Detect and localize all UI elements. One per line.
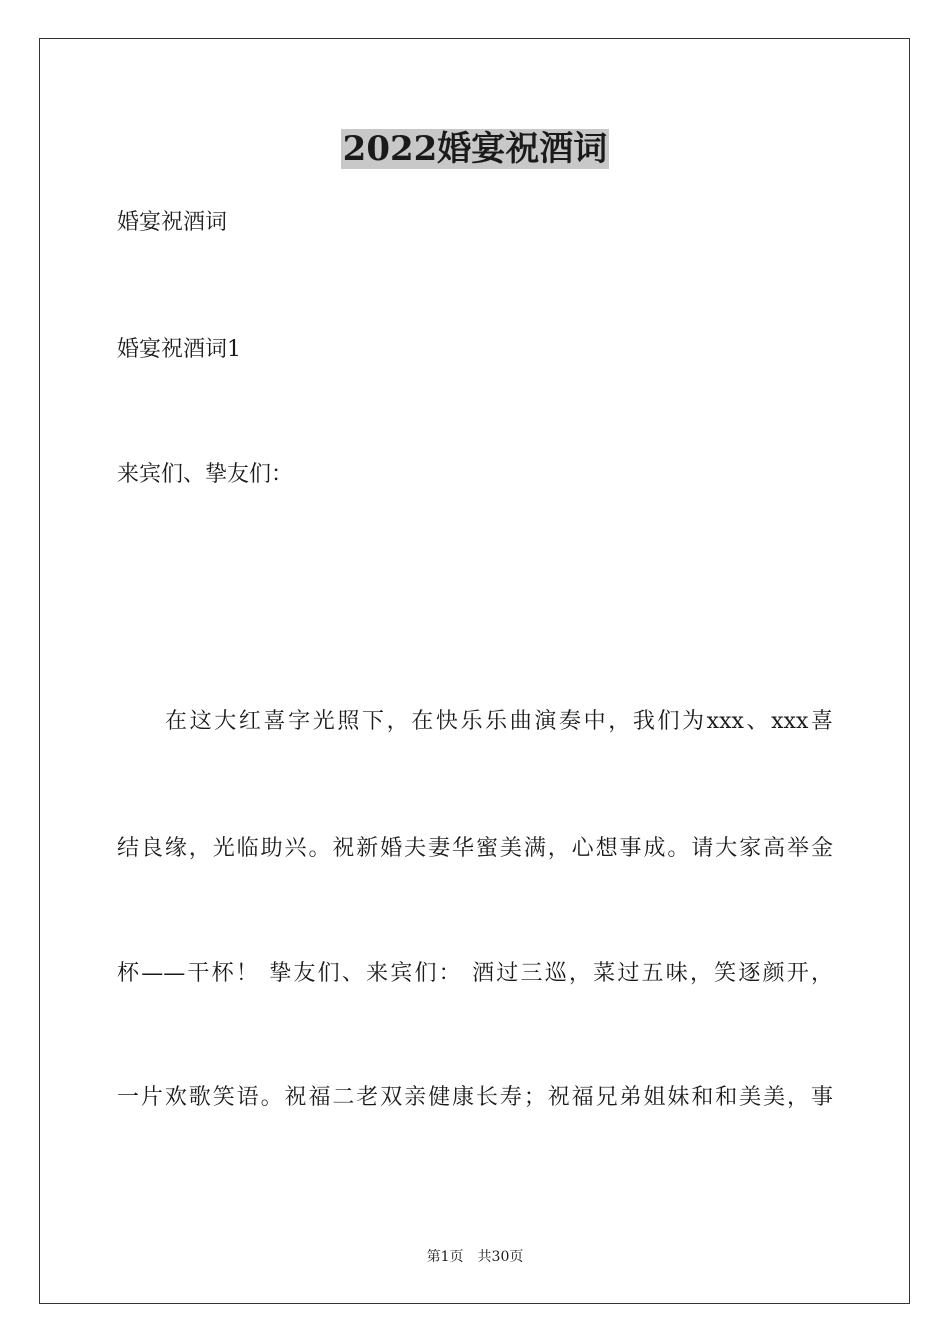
salutation: 来宾们、挚友们： [117, 462, 294, 487]
section-heading: 婚宴祝酒词1 [117, 337, 241, 362]
document-title [0, 128, 950, 170]
paragraph-line: 在这大红喜字光照下，在快乐乐曲演奏中，我们为xxx、xxx喜 [165, 709, 833, 734]
paragraph-line: 杯——干杯！ 挚友们、来宾们： 酒过三巡，菜过五味，笑逐颜开， [117, 961, 833, 986]
subtitle: 婚宴祝酒词 [117, 210, 228, 235]
document-title-text: 2022婚宴祝酒词 [342, 129, 608, 169]
paragraph-line: 结良缘，光临助兴。祝新婚夫妻华蜜美满，心想事成。请大家高举金 [117, 836, 833, 861]
paragraph-line: 一片欢歌笑语。祝福二老双亲健康长寿；祝福兄弟姐妹和和美美，事 [117, 1085, 833, 1110]
page-number: 第1页 共30页 [426, 1249, 524, 1265]
